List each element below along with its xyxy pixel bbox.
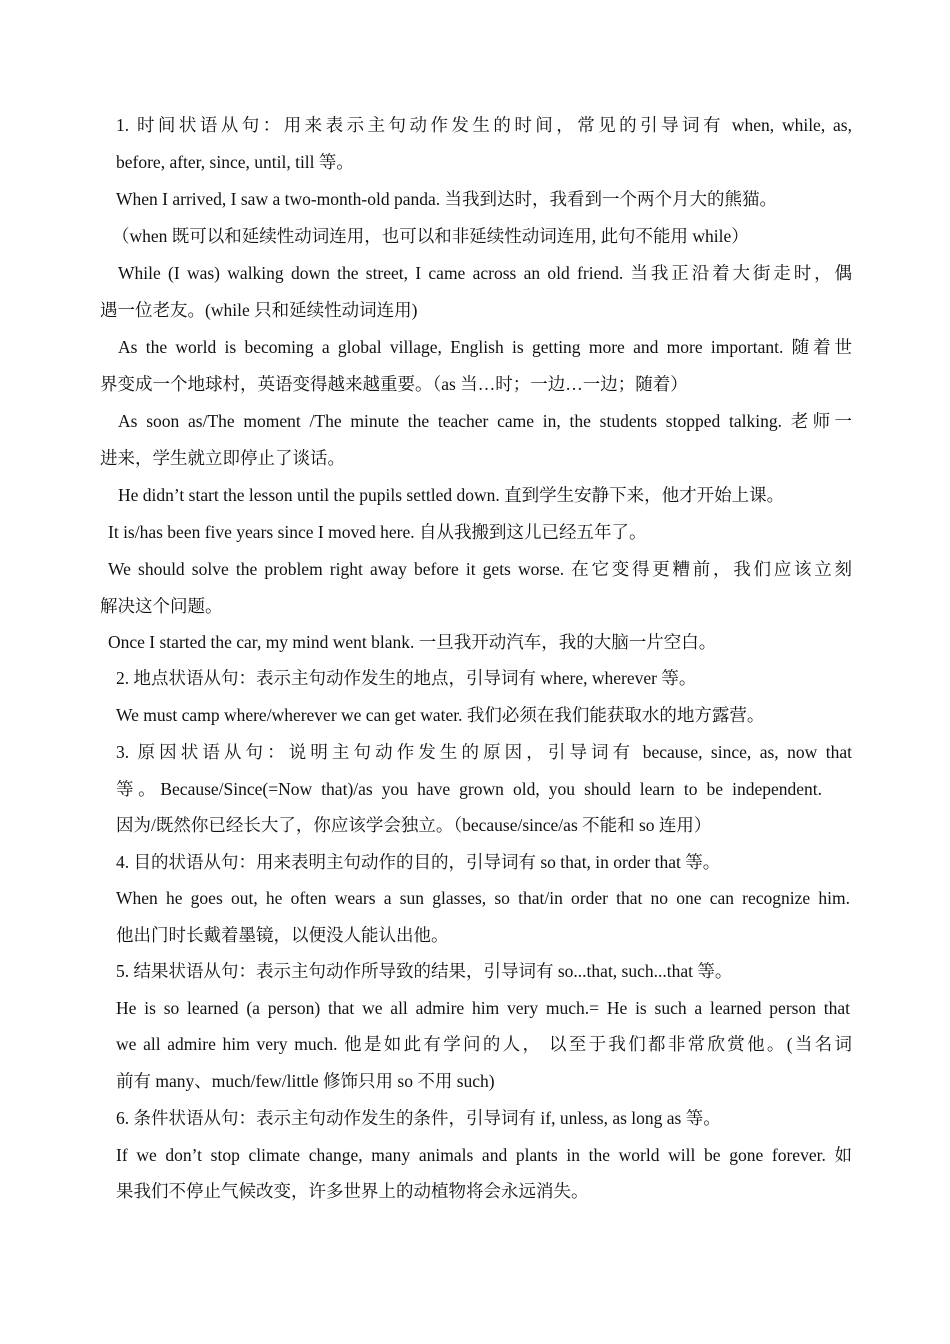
text-line: 4. 目的状语从句：用来表明主句动作的目的，引导词有 so that, in order that 等。 [116, 852, 721, 872]
text-line: 进来，学生就立即停止了谈话。 [100, 448, 345, 468]
text-line: 界变成一个地球村，英语变得越来越重要。（as 当…时；一边…一边；随着） [100, 374, 688, 394]
text-line: 3. 原因状语从句：说明主句动作发生的原因，引导词有 because, since, as, now that [116, 742, 852, 762]
text-line: 遇一位老友。(while 只和延续性动词连用) [100, 300, 418, 320]
text-line: 等。Because/Since(=Now that)/as you have grown old, you should learn to be independent. [116, 779, 822, 799]
text-line: 1. 时间状语从句：用来表示主句动作发生的时间，常见的引导词有 when, while, as, [116, 115, 852, 135]
text-line: 2. 地点状语从句：表示主句动作发生的地点，引导词有 where, wherever 等。 [116, 668, 697, 688]
text-line: While (I was) walking down the street, I came across an old friend. 当我正沿着大街走时，偶 [118, 263, 852, 283]
text-line: 果我们不停止气候改变，许多世界上的动植物将会永远消失。 [116, 1181, 589, 1201]
text-line: When he goes out, he often wears a sun glasses, so that/in order that no one can recognize him. [116, 888, 850, 908]
text-line: As soon as/The moment /The minute the teacher came in, the students stopped talking. 老师一 [118, 411, 852, 431]
text-line: As the world is becoming a global village, English is getting more and more important. 随着世 [118, 337, 852, 357]
text-line: before, after, since, until, till 等。 [116, 152, 354, 172]
text-line: we all admire him very much. 他是如此有学问的人， 以至于我们都非常欣赏他。(当名词 [116, 1034, 852, 1054]
text-line: 6. 条件状语从句：表示主句动作发生的条件，引导词有 if, unless, as long as 等。 [116, 1108, 721, 1128]
text-line: （when 既可以和延续性动词连用，也可以和非延续性动词连用, 此句不能用 while） [112, 226, 749, 246]
text-line: When I arrived, I saw a two-month-old panda. 当我到达时，我看到一个两个月大的熊猫。 [116, 189, 777, 209]
text-line: Once I started the car, my mind went blank. 一旦我开动汽车，我的大脑一片空白。 [108, 632, 717, 652]
text-line: 5. 结果状语从句：表示主句动作所导致的结果，引导词有 so...that, such...that 等。 [116, 961, 733, 981]
text-line: 他出门时长戴着墨镜，以便没人能认出他。 [116, 925, 449, 945]
text-line: We should solve the problem right away before it gets worse. 在它变得更糟前，我们应该立刻 [108, 559, 852, 579]
text-line: He didn’t start the lesson until the pupils settled down. 直到学生安静下来，他才开始上课。 [118, 485, 785, 505]
text-line: It is/has been five years since I moved here. 自从我搬到这儿已经五年了。 [108, 522, 647, 542]
text-line: We must camp where/wherever we can get water. 我们必须在我们能获取水的地方露营。 [116, 705, 765, 725]
text-line: 因为/既然你已经长大了，你应该学会独立。（because/since/as 不能和 so 连用） [116, 815, 712, 835]
text-line: He is so learned (a person) that we all admire him very much.= He is such a learned person that [116, 998, 850, 1018]
text-line: 前有 many、much/few/little 修饰只用 so 不用 such) [116, 1071, 495, 1091]
text-line: If we don’t stop climate change, many animals and plants in the world will be gone forever. 如 [116, 1145, 852, 1165]
text-line: 解决这个问题。 [100, 596, 223, 616]
